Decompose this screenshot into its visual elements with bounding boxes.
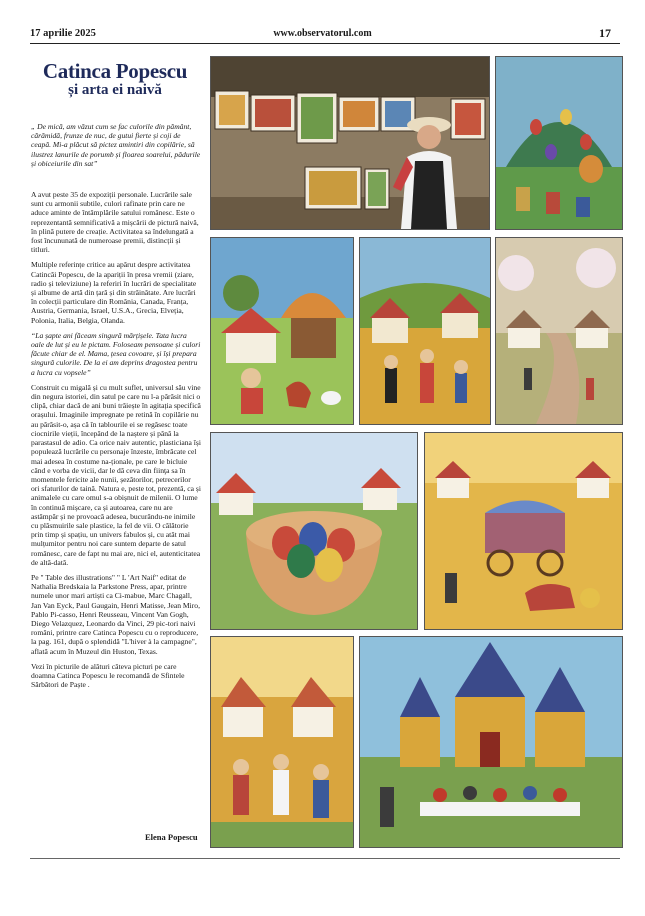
header-date: 17 aprilie 2025 xyxy=(30,28,96,39)
page-number: 17 xyxy=(599,26,611,40)
article-author: Elena Popescu xyxy=(145,832,198,842)
painting-village-procession xyxy=(359,237,491,425)
paragraph-exhibitions: A avut peste 35 de expoziții personale. Lucrările sale sunt cu armonii subtile, culori rafinate prin care ne aduce aminte de întâmplările satului românesc. Este o reprezentantă semnificativă a mișcării de pictură naivă, în plină putere de creație. Activitatea sa îndelungată a fost încununată de numeroase premii, distincții și titluri. xyxy=(31,190,199,255)
painting-wedding-cart xyxy=(424,432,623,630)
paragraph-illustrations: Pe " Table des illustrations" " L 'Art Naif" editat de Nathalia Bredskaia la Parkstone Press, apar, printre numele unor mari artiști ca Ci-mabue, Marc Chagall, Jan Van Eyck, Paul Gaugain, Henri Matisse, Jean Miro, Pablo Pi-casso, Henri Reusseau, Vincent Van Gogh, Diego Velazquez, Leonardo da Vinci, 29 pic-tori naivi români, printre care Catinca Popescu cu o reproducere, la pag. 161, după o splendidă "L'hiver à la campagne", aflată acum în Muzeul din Huston, Texas. xyxy=(31,572,200,656)
paragraph-intro-quote: „ De mică, am văzut cum se fac culorile din pământ, cărămidă, frunze de nuc, de gutui fierte și coji de ceapă. Mi-a plăcut să pictez amintiri din copilărie, să ilustrez lanurile de porumb și floarea soarelui, pădurile și obiceiurile din sat” xyxy=(31,122,201,168)
painting-village-dance xyxy=(210,636,354,848)
painting-easter-basket xyxy=(210,432,418,630)
painting-church-feast xyxy=(359,636,623,848)
title-line-1: Catinca Popescu xyxy=(42,59,188,83)
title-line-2: și arta ei naivă xyxy=(68,82,162,98)
footer-divider xyxy=(30,858,620,859)
paragraph-references: Multiple referințe critice au apărut despre activitatea Catincăi Popescu, de la apariții în presa vremii (ziare, radio și televiziune) la referiri în lucrări de specialitate și albume de artă din țară și din străinătate. Are lucrări în colecții particulare din România, Canada, Franța, Austria, Germania, Israel, U.S.A., Grecia, Elveția, Polonia, Italia, Belgia, Olanda. xyxy=(31,260,197,325)
paragraph-childhood-quote: “La șapte ani făceam singură mărțișele. Tata lucra oale de lut și eu le pictam. Foloseam pensoane și culori făcute chiar de el. Mama, țesea covoare, și își prepara singură culorile. De la ei am deprins dragostea pentru a lucra cu vopsele” xyxy=(31,330,201,377)
artist-photo xyxy=(210,56,490,230)
painting-spring-village xyxy=(495,237,623,425)
paragraph-universe: Construit cu migală și cu mult suflet, universul său vine din negura istoriei, din satul pe care nu l-a părăsit nici o clipă, chiar dacă de ani buni trăiește în agitația specifică orașului. Imaginile impregnate pe retină în copilărie nu au părăsit-o, așa că în tablourile ei se regăsesc toate ciocnirile vieții, începând de la naștere și până la parastasul de adio. Ca orice naiv autentic, plasticiana își populează lucrările cu personaje înzeste, îmbrăcate cel mai adesea în costume na-ționale, pe care le bicluie când e vorba de vicii, dar le dă ceva din fiinţa sa în momentele fericite ale nunii, șezătorilor, petrecerilor ori sfaturilor de taină. Natura e, peste tot, prezentă, ca și animalele cu care omul s-a obișnuit de milenii. O lume în continuă mișcare, ca și autoarea, care nu are astâmpăr și ne provoacă adesea, bucurându-ne inimile cu plăsmuirile sale plastice, la fel de vii. O călătorie prin timp și spațiu, un univers fabulos și, cu atât mai mulțumitor pentru noi care suntem departe de satul românesc, care de fapt nu mai are, nici el, autenticitatea de altă-dată. xyxy=(31,382,201,567)
article-title xyxy=(30,60,200,98)
header-divider xyxy=(30,43,620,44)
painting-easter-eggs-tree xyxy=(495,56,623,230)
article-body xyxy=(31,122,201,695)
painting-village-farmyard xyxy=(210,237,354,425)
paragraph-closing: Vezi în picturile de alături câteva picturi pe care doamna Catinca Popescu le recomandă de Sfintele Sărbători de Paște . xyxy=(31,661,185,690)
header-site-url[interactable]: www.observatorul.com xyxy=(273,28,372,39)
